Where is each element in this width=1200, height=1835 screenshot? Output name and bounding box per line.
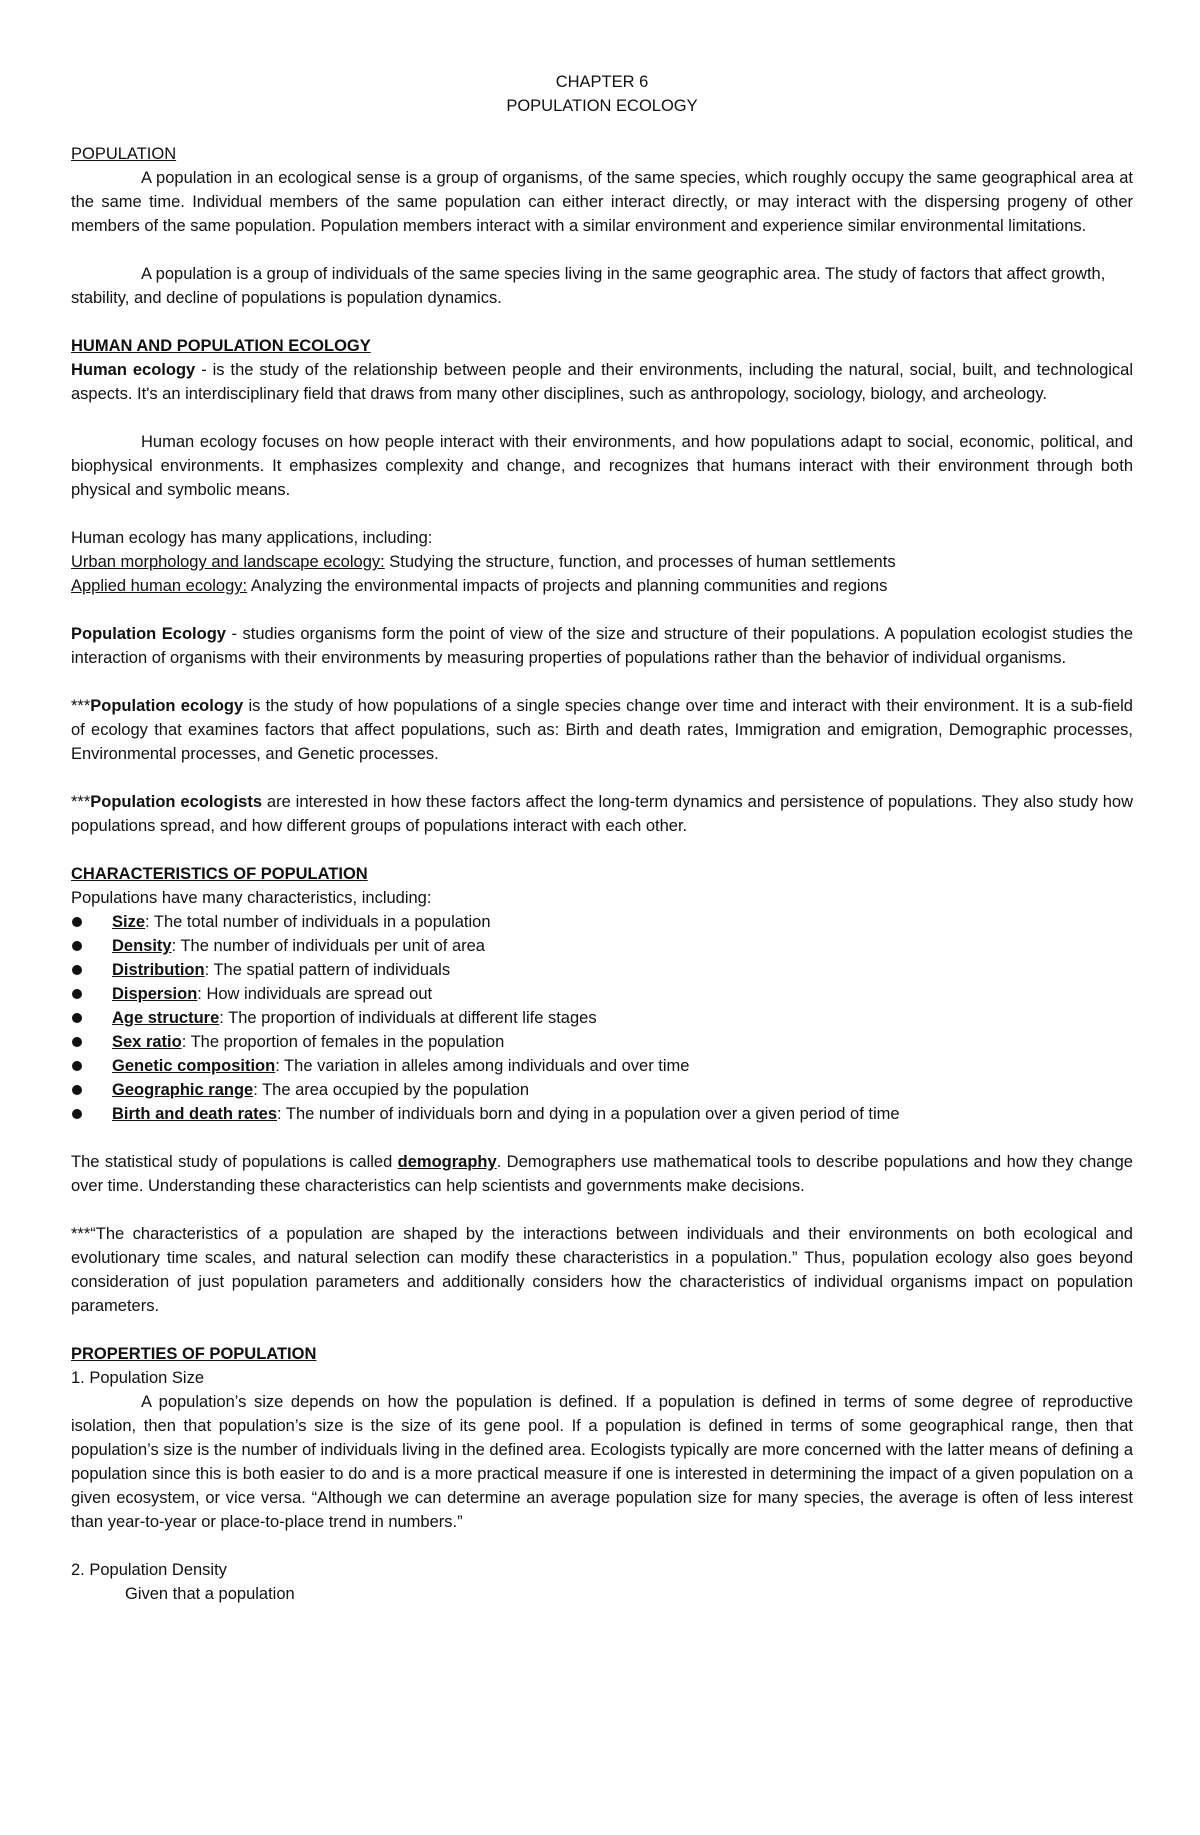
characteristic-description: : The spatial pattern of individuals xyxy=(204,961,451,979)
characteristic-term: Size xyxy=(112,913,146,931)
characteristic-term: Dispersion xyxy=(112,985,198,1003)
characteristics-intro: Populations have many characteristics, including: xyxy=(71,889,432,907)
characteristic-description: : The variation in alleles among individuals and over time xyxy=(275,1057,690,1075)
section-heading-characteristics: CHARACTERISTICS OF POPULATION xyxy=(71,865,368,883)
characteristic-description: : How individuals are spread out xyxy=(197,985,433,1003)
list-item xyxy=(71,1102,1133,1126)
list-item xyxy=(71,982,1133,1006)
characteristic-description: : The number of individuals born and dying in a population over a given period of time xyxy=(277,1105,900,1123)
demography-text-after: . Demographers use mathematical tools to describe populations and how they change over time. Understanding these characteristics can help scientists and governments make decisions. xyxy=(71,1153,1133,1195)
characteristic-term: Age structure xyxy=(112,1009,220,1027)
application-label: Urban morphology and landscape ecology: xyxy=(71,553,385,571)
human-ecology-definition xyxy=(71,358,1133,406)
list-item xyxy=(71,1078,1133,1102)
term-demography: demography xyxy=(397,1153,497,1171)
note-term: Population ecology xyxy=(90,697,244,715)
human-ecology-paragraph-2: Human ecology focuses on how people interact with their environments, and how populations adapt to social, economic, political, and biophysical environments. It emphasizes complexity and change, and recognizes that humans interact with their environment through both physical and symbolic means. xyxy=(71,433,1133,499)
characteristic-description: : The proportion of females in the population xyxy=(181,1033,505,1051)
note-text: is the study of how populations of a single species change over time and interact with their environment. It is a sub-field of ecology that examines factors that affect populations, such as: Birth and death rates, Immigration and emigration, Demographic processes, Environmental processes, and Genetic processes. xyxy=(71,697,1133,763)
characteristics-quote: ***“The characteristics of a population are shaped by the interactions between individuals and their environments on both ecological and evolutionary time scales, and natural selection can modify these characteristics in a population.” Thus, population ecology also goes beyond consideration of just population parameters and additionally considers how the characteristics of individual organisms impact on population parameters. xyxy=(71,1225,1133,1315)
characteristic-term: Genetic composition xyxy=(112,1057,276,1075)
chapter-label: CHAPTER 6 xyxy=(555,73,649,91)
list-item xyxy=(71,1030,1133,1054)
demography-paragraph xyxy=(71,1150,1133,1198)
characteristic-description: : The total number of individuals in a population xyxy=(145,913,491,931)
list-item xyxy=(71,934,1133,958)
population-paragraph-2: A population is a group of individuals of the same species living in the same geographic area. The study of factors that affect growth, stability, and decline of populations is population dynamics. xyxy=(71,265,1106,307)
characteristic-term: Geographic range xyxy=(112,1081,254,1099)
characteristic-description: : The area occupied by the population xyxy=(253,1081,530,1099)
section-heading-properties: PROPERTIES OF POPULATION xyxy=(71,1345,317,1363)
population-ecologists-note xyxy=(71,790,1133,838)
population-size-paragraph: A population’s size depends on how the population is defined. If a population is defined in terms of some degree of reproductive isolation, then that population’s size is the size of its gene pool. If a population is defined in terms of some geographical range, then that population’s size is the number of individuals living in the defined area. Ecologists typically are more concerned with the latter means of defining a population since this is both easier to do and is a more practical measure if one is interested in determining the impact of a given population on a given ecosystem, or vice versa. “Although we can determine an average population size for many species, the average is often of less interest than year-to-year or place-to-place trend in numbers.” xyxy=(71,1393,1133,1531)
population-density-paragraph: Given that a population xyxy=(125,1585,295,1603)
population-ecology-definition xyxy=(71,622,1133,670)
population-ecology-note xyxy=(71,694,1133,766)
application-item xyxy=(71,550,1133,574)
application-item xyxy=(71,574,1133,598)
note-prefix: *** xyxy=(71,697,91,715)
list-item xyxy=(71,910,1133,934)
characteristic-description: : The proportion of individuals at different life stages xyxy=(219,1009,597,1027)
section-heading-human-ecology: HUMAN AND POPULATION ECOLOGY xyxy=(71,337,371,355)
subheading-population-density: 2. Population Density xyxy=(71,1561,227,1579)
list-item xyxy=(71,1054,1133,1078)
population-ecology-definition-text: - studies organisms form the point of view of the size and structure of their populations. A population ecologist studies the interaction of organisms with their environments by measuring properties of populations rather than the behavior of individual organisms. xyxy=(71,625,1133,667)
section-heading-population: POPULATION xyxy=(71,145,177,163)
demography-text-before: The statistical study of populations is called xyxy=(71,1153,398,1171)
characteristic-term: Sex ratio xyxy=(112,1033,182,1051)
characteristic-description: : The number of individuals per unit of area xyxy=(171,937,485,955)
note-prefix: *** xyxy=(71,793,91,811)
application-text: Analyzing the environmental impacts of projects and planning communities and regions xyxy=(247,577,888,595)
characteristics-list xyxy=(71,910,1133,1126)
application-text: Studying the structure, function, and processes of human settlements xyxy=(384,553,896,571)
note-term: Population ecologists xyxy=(90,793,263,811)
characteristic-term: Density xyxy=(112,937,172,955)
application-label: Applied human ecology: xyxy=(71,577,248,595)
applications-intro: Human ecology has many applications, including: xyxy=(71,529,433,547)
characteristic-term: Distribution xyxy=(112,961,205,979)
human-ecology-definition-text: - is the study of the relationship between people and their environments, including the natural, social, built, and technological aspects. It's an interdisciplinary field that draws from many other disciplines, such as anthropology, sociology, biology, and archeology. xyxy=(71,361,1134,403)
document-content xyxy=(71,70,1133,1606)
list-item xyxy=(71,958,1133,982)
subheading-population-size: 1. Population Size xyxy=(71,1369,205,1387)
population-paragraph-1: A population in an ecological sense is a group of organisms, of the same species, which roughly occupy the same geographical area at the same time. Individual members of the same population can either interact directly, or may interact with the dispersing progeny of other members of the same population. Population members interact with a similar environment and experience similar environmental limitations. xyxy=(71,169,1133,235)
chapter-title: POPULATION ECOLOGY xyxy=(506,97,698,115)
term-population-ecology: Population Ecology xyxy=(71,625,226,643)
note-text: are interested in how these factors affect the long-term dynamics and persistence of populations. They also study how populations spread, and how different groups of populations interact with each other. xyxy=(71,793,1133,835)
term-human-ecology: Human ecology xyxy=(71,361,196,379)
list-item xyxy=(71,1006,1133,1030)
characteristic-term: Birth and death rates xyxy=(112,1105,278,1123)
